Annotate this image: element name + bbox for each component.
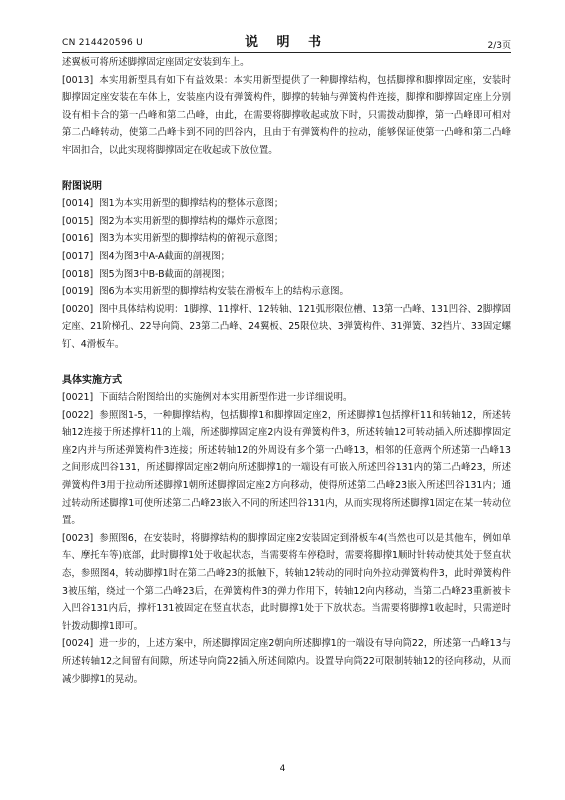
paragraph-0019 <box>62 283 511 301</box>
document-body <box>62 54 511 688</box>
section-heading-implementation: 具体实施方式 <box>62 374 122 386</box>
paragraph-text: 参照图1-5，一种脚撑结构，包括脚撑1和脚撑固定座2，所述脚撑1包括撑杆11和转轴12，所述转轴12连接于所述撑杆11的上端，所述脚撑固定座2内设有弹簧构件3，所述转轴12可转动插入所述脚撑固定座2内并与所述弹簧构件3连接；所述转轴12的外周设有多个第一凸峰13，相邻的任意两个所述第一凸峰13之间形成凹谷131，所述脚撑固定座2朝向所述脚撑1的一端设有可嵌入所述凹谷131内的第二凸峰23，所述弹簧构件3用于拉动所述脚撑1朝所述脚撑固定座2方向移动，使得所述第二凸峰23嵌入所述凹谷131内；通过转动所述脚撑1可使所述第二凸峰23嵌入不同的所述凹谷131内，从而实现将所述脚撑1固定在某一转动位置。 <box>62 409 511 527</box>
paragraph-number: [0019] <box>62 286 94 298</box>
paragraph-0022 <box>62 407 511 530</box>
paragraph-number: [0021] <box>62 392 94 404</box>
page-indicator: 2/3页 <box>487 41 511 51</box>
paragraph-number: [0013] <box>62 74 94 86</box>
paragraph-text: 图1为本实用新型的脚撑结构的整体示意图； <box>99 198 284 210</box>
paragraph-0018 <box>62 266 511 284</box>
paragraph-text: 进一步的，上述方案中，所述脚撑固定座2朝向所述脚撑1的一端设有导向筒22，所述第一凸峰13与所述转轴12之间留有间隙，所述导向筒22插入所述间隙内。设置导向筒22可限制转轴12的径向移动，从而减少脚撑1的晃动。 <box>62 638 511 685</box>
paragraph-text: 下面结合附图给出的实施例对本实用新型作进一步详细说明。 <box>99 392 353 404</box>
paragraph-number: [0020] <box>62 303 94 315</box>
page-header <box>62 30 511 50</box>
continued-paragraph: 述翼板可将所述脚撑固定座固定安装到车上。 <box>62 57 250 68</box>
paragraph-number: [0015] <box>62 215 94 227</box>
page-number: 4 <box>279 764 286 774</box>
paragraph-number: [0018] <box>62 268 94 280</box>
paragraph-0015 <box>62 213 511 231</box>
paragraph-0024 <box>62 635 511 688</box>
paragraph-number: [0024] <box>62 638 94 650</box>
paragraph-text: 参照图6，在安装时，将脚撑结构的脚撑固定座2安装固定到滑板车4(当然也可以是其他车，例如单车、摩托车等)底部，此时脚撑1处于收起状态，当需要将车停稳时，需要将脚撑1顺时针转动使其处于竖直状态，参照图4，转动脚撑1时在第二凸峰23的抵触下，转轴12转动的同时向外拉动弹簧构件3，此时弹簧构件3被压缩，绕过一个第二凸峰23后，在弹簧构件3的弹力作用下，转轴12向内移动，当第二凸峰23重新被卡入凹谷131内后，撑杆131被固定在竖直状态，此时脚撑1处于下放状态。当需要将脚撑1收起时，只需逆时针拨动脚撑1即可。 <box>62 532 511 632</box>
publication-number: CN 214420596 U <box>62 38 144 48</box>
paragraph-number: [0016] <box>62 233 94 245</box>
paragraph-0013 <box>62 72 511 160</box>
header-rule <box>62 52 511 53</box>
section-heading-figures: 附图说明 <box>62 180 102 192</box>
paragraph-0021 <box>62 389 511 407</box>
paragraph-text: 图3为本实用新型的脚撑结构的俯视示意图； <box>99 233 284 245</box>
section-gap <box>62 354 511 372</box>
paragraph-number: [0023] <box>62 532 94 544</box>
paragraph-0020 <box>62 301 511 354</box>
paragraph-text: 图4为图3中A-A截面的剖视图； <box>99 250 231 262</box>
paragraph-text: 图2为本实用新型的脚撑结构的爆炸示意图； <box>99 215 284 227</box>
paragraph-0017 <box>62 248 511 266</box>
section-gap <box>62 160 511 178</box>
paragraph-number: [0014] <box>62 198 94 210</box>
paragraph-number: [0017] <box>62 250 94 262</box>
paragraph-text: 图5为图3中B-B截面的剖视图； <box>99 268 231 280</box>
paragraph-text: 本实用新型具有如下有益效果：本实用新型提供了一种脚撑结构，包括脚撑和脚撑固定座，安装时脚撑固定座安装在车体上，安装座内设有弹簧构件，脚撑的转轴与弹簧构件连接，脚撑和脚撑固定座上分别设有相卡合的第一凸峰和第二凸峰，由此，在需要将脚撑收起或放下时，只需拨动脚撑，第一凸峰即可相对第二凸峰转动，使第二凸峰卡到不同的凹谷内，且由于有弹簧构件的拉动，能够保证使第一凸峰和第二凸峰牢固扣合，以此实现将脚撑固定在收起或下放位置。 <box>62 74 511 156</box>
paragraph-text: 图6为本实用新型的脚撑结构安装在滑板车上的结构示意图。 <box>99 286 349 298</box>
document-title: 说 明 书 <box>244 35 329 50</box>
paragraph-number: [0022] <box>62 409 94 421</box>
paragraph-0023 <box>62 530 511 636</box>
paragraph-0014 <box>62 195 511 213</box>
paragraph-0016 <box>62 230 511 248</box>
paragraph-text: 图中具体结构说明：1脚撑、11撑杆、12转轴、121弧形限位槽、13第一凸峰、131凹谷、2脚撑固定座、21阶梯孔、22导向筒、23第二凸峰、24翼板、25限位块、3弹簧构件、31弹簧、32挡片、33固定螺钉、4滑板车。 <box>62 303 511 350</box>
